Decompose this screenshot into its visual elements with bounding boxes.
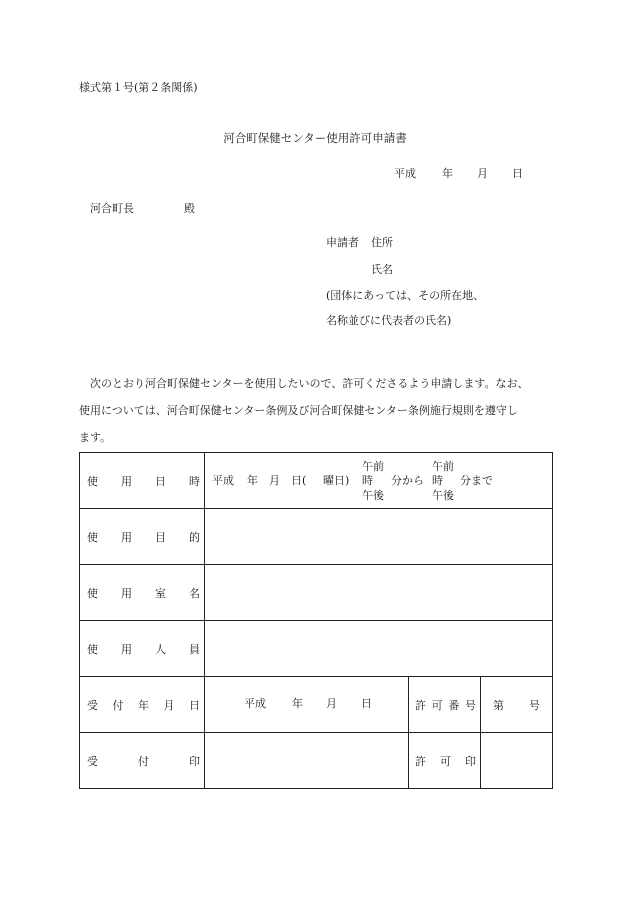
usage-datetime-field[interactable] [205, 453, 553, 509]
dt-pm-to: 午後 [432, 489, 454, 502]
label-char: 印 [465, 754, 476, 768]
permit-seal-field[interactable] [481, 733, 553, 789]
date-era: 平成 [394, 167, 416, 180]
row-usage-datetime [80, 453, 553, 509]
label-char: 年 [138, 698, 149, 712]
org-note-line1: (団体にあっては、その所在地、 [326, 289, 485, 302]
label-char: 印 [189, 754, 200, 768]
receipt-date-field[interactable] [205, 677, 409, 733]
dt-month: 月 [269, 474, 280, 487]
label-char: 受 [87, 698, 98, 712]
label-char: 用 [121, 474, 132, 488]
org-note-line2: 名称並びに代表者の氏名) [326, 314, 452, 327]
dt-min-from: 分から [391, 474, 424, 487]
addressee-name: 河合町長 [90, 202, 134, 215]
label-char: 月 [163, 698, 175, 712]
dt-hour-from: 時 [362, 474, 373, 487]
receipt-seal-field[interactable] [205, 733, 409, 789]
label-char: 用 [121, 530, 132, 544]
rd-day: 日 [361, 697, 372, 710]
form-number: 様式第１号(第２条関係) [79, 81, 198, 94]
body-line3: ます。 [79, 431, 112, 444]
label-char: 付 [138, 754, 149, 768]
label-char: 名 [189, 586, 200, 600]
label-char: 番 [448, 698, 460, 712]
permit-number-label [409, 697, 480, 713]
date-day-label: 日 [512, 167, 523, 180]
body-paragraph [79, 370, 553, 451]
usage-datetime-label [80, 473, 204, 489]
purpose-label [80, 529, 204, 545]
receipt-date-label-cell [80, 677, 205, 733]
application-table [79, 452, 553, 789]
dt-am-from: 午前 [362, 460, 384, 473]
label-char: 使 [87, 586, 98, 600]
rd-year: 年 [292, 697, 303, 710]
label-char: 的 [189, 530, 200, 544]
label-char: 日 [189, 698, 200, 712]
label-char: 時 [189, 474, 200, 488]
label-char: 許 [415, 754, 426, 768]
permit-number-value [481, 697, 552, 713]
label-char: 用 [121, 642, 132, 656]
row-purpose [80, 509, 553, 565]
label-char: 使 [87, 642, 98, 656]
label-char: 日 [155, 474, 166, 488]
purpose-field[interactable] [205, 509, 553, 565]
room-label-cell [80, 565, 205, 621]
room-label [80, 585, 204, 601]
receipt-date-label [80, 697, 204, 713]
row-room [80, 565, 553, 621]
purpose-label-cell [80, 509, 205, 565]
dt-day: 日( [291, 474, 307, 487]
row-people [80, 621, 553, 677]
label-char: 使 [87, 530, 98, 544]
label-char: 人 [155, 642, 166, 656]
people-label [80, 641, 204, 657]
addressee-honorific: 殿 [184, 202, 195, 215]
label-char: 可 [431, 698, 443, 712]
permit-number-suffix: 号 [529, 698, 541, 712]
receipt-seal-label-cell [80, 733, 205, 789]
dt-year: 年 [247, 474, 258, 487]
permit-number-label-cell [409, 677, 481, 733]
dt-era: 平成 [212, 474, 234, 487]
dt-hour-to: 時 [432, 474, 443, 487]
label-char: 許 [415, 698, 426, 712]
label-char: 員 [189, 642, 200, 656]
dt-pm-from: 午後 [362, 489, 384, 502]
date-month-label: 月 [477, 167, 488, 180]
label-char: 付 [112, 698, 124, 712]
label-char: 室 [155, 586, 166, 600]
label-char: 受 [87, 754, 98, 768]
body-line1: 次のとおり河合町保健センターを使用したいので、許可くださるよう申請します。なお、 [90, 377, 529, 390]
dt-min-to: 分まで [460, 474, 493, 487]
label-char: 号 [464, 698, 476, 712]
room-field[interactable] [205, 565, 553, 621]
row-seal [80, 733, 553, 789]
permit-number-field[interactable] [481, 677, 553, 733]
rd-era: 平成 [244, 697, 266, 710]
name-label: 氏名 [371, 263, 393, 276]
receipt-seal-label [80, 753, 204, 769]
rd-month: 月 [326, 697, 337, 710]
permit-seal-label-cell [409, 733, 481, 789]
dt-am-to: 午前 [432, 460, 454, 473]
people-field[interactable] [205, 621, 553, 677]
dt-weekday: 曜日) [323, 474, 350, 487]
label-char: 用 [121, 586, 132, 600]
usage-datetime-label-cell [80, 453, 205, 509]
people-label-cell [80, 621, 205, 677]
date-year-label: 年 [442, 167, 453, 180]
row-receipt [80, 677, 553, 733]
label-char: 使 [87, 474, 98, 488]
label-char: 目 [155, 530, 166, 544]
body-line2: 使用については、河合町保健センター条例及び河合町保健センター条例施行規則を遵守し [79, 404, 518, 417]
label-char: 可 [440, 754, 451, 768]
address-label: 住所 [371, 236, 393, 249]
permit-seal-label [409, 753, 480, 769]
applicant-label: 申請者 [326, 236, 359, 249]
permit-number-prefix: 第 [493, 698, 504, 712]
document-title: 河合町保健センター使用許可申請書 [223, 131, 407, 145]
